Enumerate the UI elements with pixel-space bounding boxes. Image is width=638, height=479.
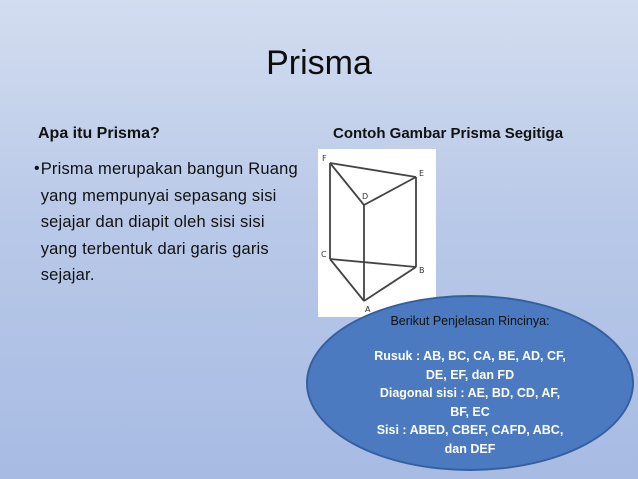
- sisi-line-2: dan DEF: [444, 441, 496, 456]
- vertex-label-a: A: [365, 305, 371, 314]
- vertex-label-b: B: [419, 266, 425, 275]
- bullet-dot-icon: •: [34, 160, 40, 177]
- diagonal-line-2: BF, EC: [450, 404, 490, 419]
- vertex-label-e: E: [419, 169, 425, 178]
- ellipse-body: [356, 347, 584, 458]
- rusuk-line-1: Rusuk : AB, BC, CA, BE, AD, CF,: [374, 349, 566, 363]
- edge-ab: [364, 267, 416, 301]
- prism-figure: [318, 149, 436, 317]
- vertex-label-f: F: [322, 154, 327, 163]
- edge-cb: [330, 259, 416, 267]
- vertex-label-d: D: [362, 192, 369, 201]
- edge-fd: [330, 163, 364, 205]
- right-heading: Contoh Gambar Prisma Segitiga: [333, 125, 564, 142]
- diagonal-line-1: Diagonal sisi : AE, BD, CD, AF,: [379, 386, 561, 400]
- bullet-text: Prisma merupakan bangun Ruang yang mempunyai sepasang sisi sejajar dan diapit oleh sisi sisi yang terbentuk dari garis garis sejajar.: [40, 160, 298, 284]
- edge-fe: [330, 163, 416, 177]
- rusuk-line-2: DE, EF, dan FD: [425, 367, 515, 382]
- vertex-label-c: C: [321, 250, 327, 259]
- edge-de: [364, 177, 416, 205]
- edge-ca: [330, 259, 364, 301]
- slide-title: Prisma: [266, 44, 372, 82]
- sisi-line-1: Sisi : ABED, CBEF, CAFD, ABC,: [376, 423, 564, 437]
- left-heading: Apa itu Prisma?: [38, 125, 160, 142]
- ellipse-heading: Berikut Penjelasan Rincinya:: [390, 314, 550, 328]
- triangular-prism-icon: [318, 149, 436, 317]
- bullet-item: [34, 156, 304, 289]
